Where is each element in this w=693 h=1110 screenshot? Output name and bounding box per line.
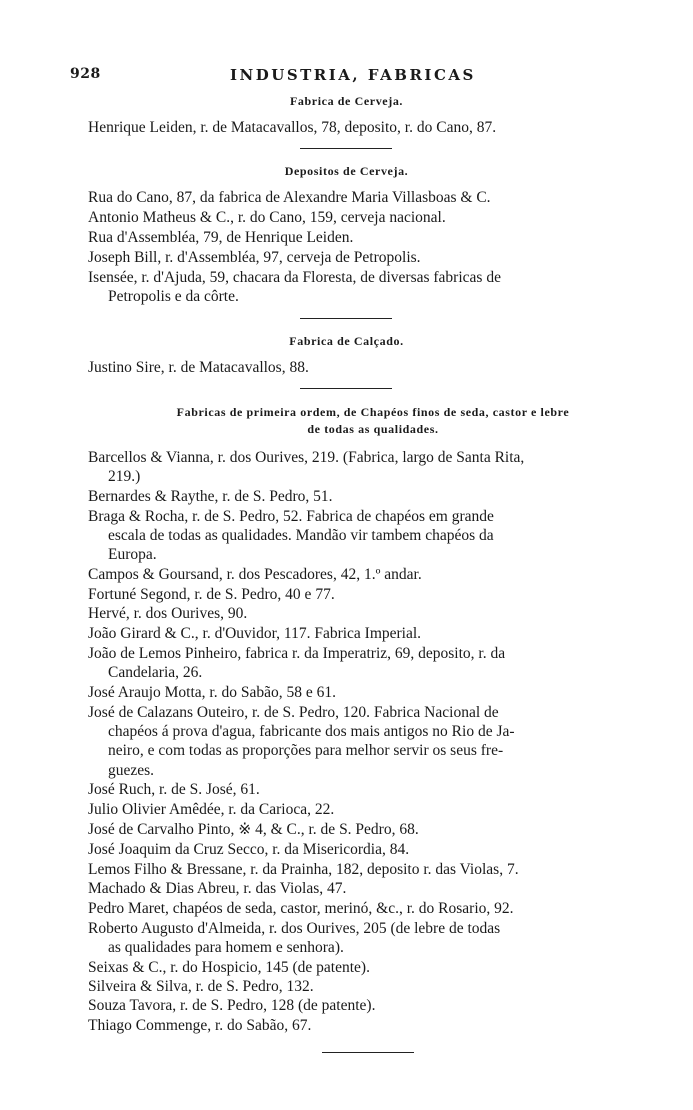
page-number: 928 [70,66,101,82]
list-item: Campos & Goursand, r. dos Pescadores, 42, 1.º andar. [88,566,422,583]
list-item: Bernardes & Raythe, r. de S. Pedro, 51. [88,488,333,505]
list-item: Rua do Cano, 87, da fabrica de Alexandre Maria Villasboas & C. [88,189,491,206]
list-item: Henrique Leiden, r. de Matacavallos, 78, deposito, r. do Cano, 87. [88,119,497,136]
running-header [70,66,630,88]
list-item: Pedro Maret, chapéos de seda, castor, merinó, &c., r. do Rosario, 92. [88,900,514,917]
list-item: Rua d'Assembléa, 79, de Henrique Leiden. [88,229,354,246]
list-item: José de Calazans Outeiro, r. de S. Pedro, 120. Fabrica Nacional de chapéos á prova d'agua, fabricante dos mais antigos no Rio de Ja- neiro, e com todas as proporções para melhor servir os seus fre- guezes. [88,704,515,779]
list-item: Braga & Rocha, r. de S. Pedro, 52. Fabrica de chapéos em grande escala de todas as qualidades. Mandão vir tambem chapéos da Europa. [88,508,494,564]
list-item: Machado & Dias Abreu, r. das Violas, 47. [88,880,347,897]
list-item: João Girard & C., r. d'Ouvidor, 117. Fabrica Imperial. [88,625,422,642]
list-item: Isensée, r. d'Ajuda, 59, chacara da Floresta, de diversas fabricas de Petropolis e da côrte. [88,269,501,306]
section-divider [322,1052,414,1053]
list-item: Lemos Filho & Bressane, r. da Prainha, 182, deposito r. das Violas, 7. [88,861,519,878]
list-item: Justino Sire, r. de Matacavallos, 88. [88,359,309,376]
section-title-depositos-cerveja: Depositos de Cerveja. [284,164,409,178]
section-divider [300,148,392,149]
list-item: Silveira & Silva, r. de S. Pedro, 132. [88,978,314,995]
list-item: Joseph Bill, r. d'Assembléa, 97, cerveja de Petropolis. [88,249,421,266]
list-item: Hervé, r. dos Ourives, 90. [88,605,248,622]
section-divider [300,318,392,319]
list-item: João de Lemos Pinheiro, fabrica r. da Imperatriz, 69, deposito, r. da Candelaria, 26. [88,645,506,682]
list-item: José de Carvalho Pinto, ※ 4, & C., r. de S. Pedro, 68. [88,821,419,838]
list-item: Antonio Matheus & C., r. do Cano, 159, cerveja nacional. [88,209,446,226]
section-title-fabrica-cerveja: Fabrica de Cerveja. [289,94,404,108]
section-divider [300,388,392,389]
list-item: José Araujo Motta, r. do Sabão, 58 e 61. [88,684,336,701]
running-title: INDUSTRIA, FABRICAS [230,66,476,84]
section-title-fabrica-calcado: Fabrica de Calçado. [289,334,404,348]
list-item: Seixas & C., r. do Hospicio, 145 (de patente). [88,959,370,976]
list-item: Thiago Commenge, r. do Sabão, 67. [88,1017,312,1034]
list-item: José Joaquim da Cruz Secco, r. da Misericordia, 84. [88,841,410,858]
list-item: José Ruch, r. de S. José, 61. [88,781,260,798]
section-title-chapeos: Fabricas de primeira ordem, de Chapéos finos de seda, castor e lebre de todas as qualidades. [176,405,570,436]
list-item: Barcellos & Vianna, r. dos Ourives, 219. (Fabrica, largo de Santa Rita, 219.) [88,449,525,486]
list-item: Souza Tavora, r. de S. Pedro, 128 (de patente). [88,997,376,1014]
list-item: Roberto Augusto d'Almeida, r. dos Ourives, 205 (de lebre de todas as qualidades para homem e senhora). [88,920,501,957]
list-item: Julio Olivier Amêdée, r. da Carioca, 22. [88,801,335,818]
list-item: Fortuné Segond, r. de S. Pedro, 40 e 77. [88,586,335,603]
